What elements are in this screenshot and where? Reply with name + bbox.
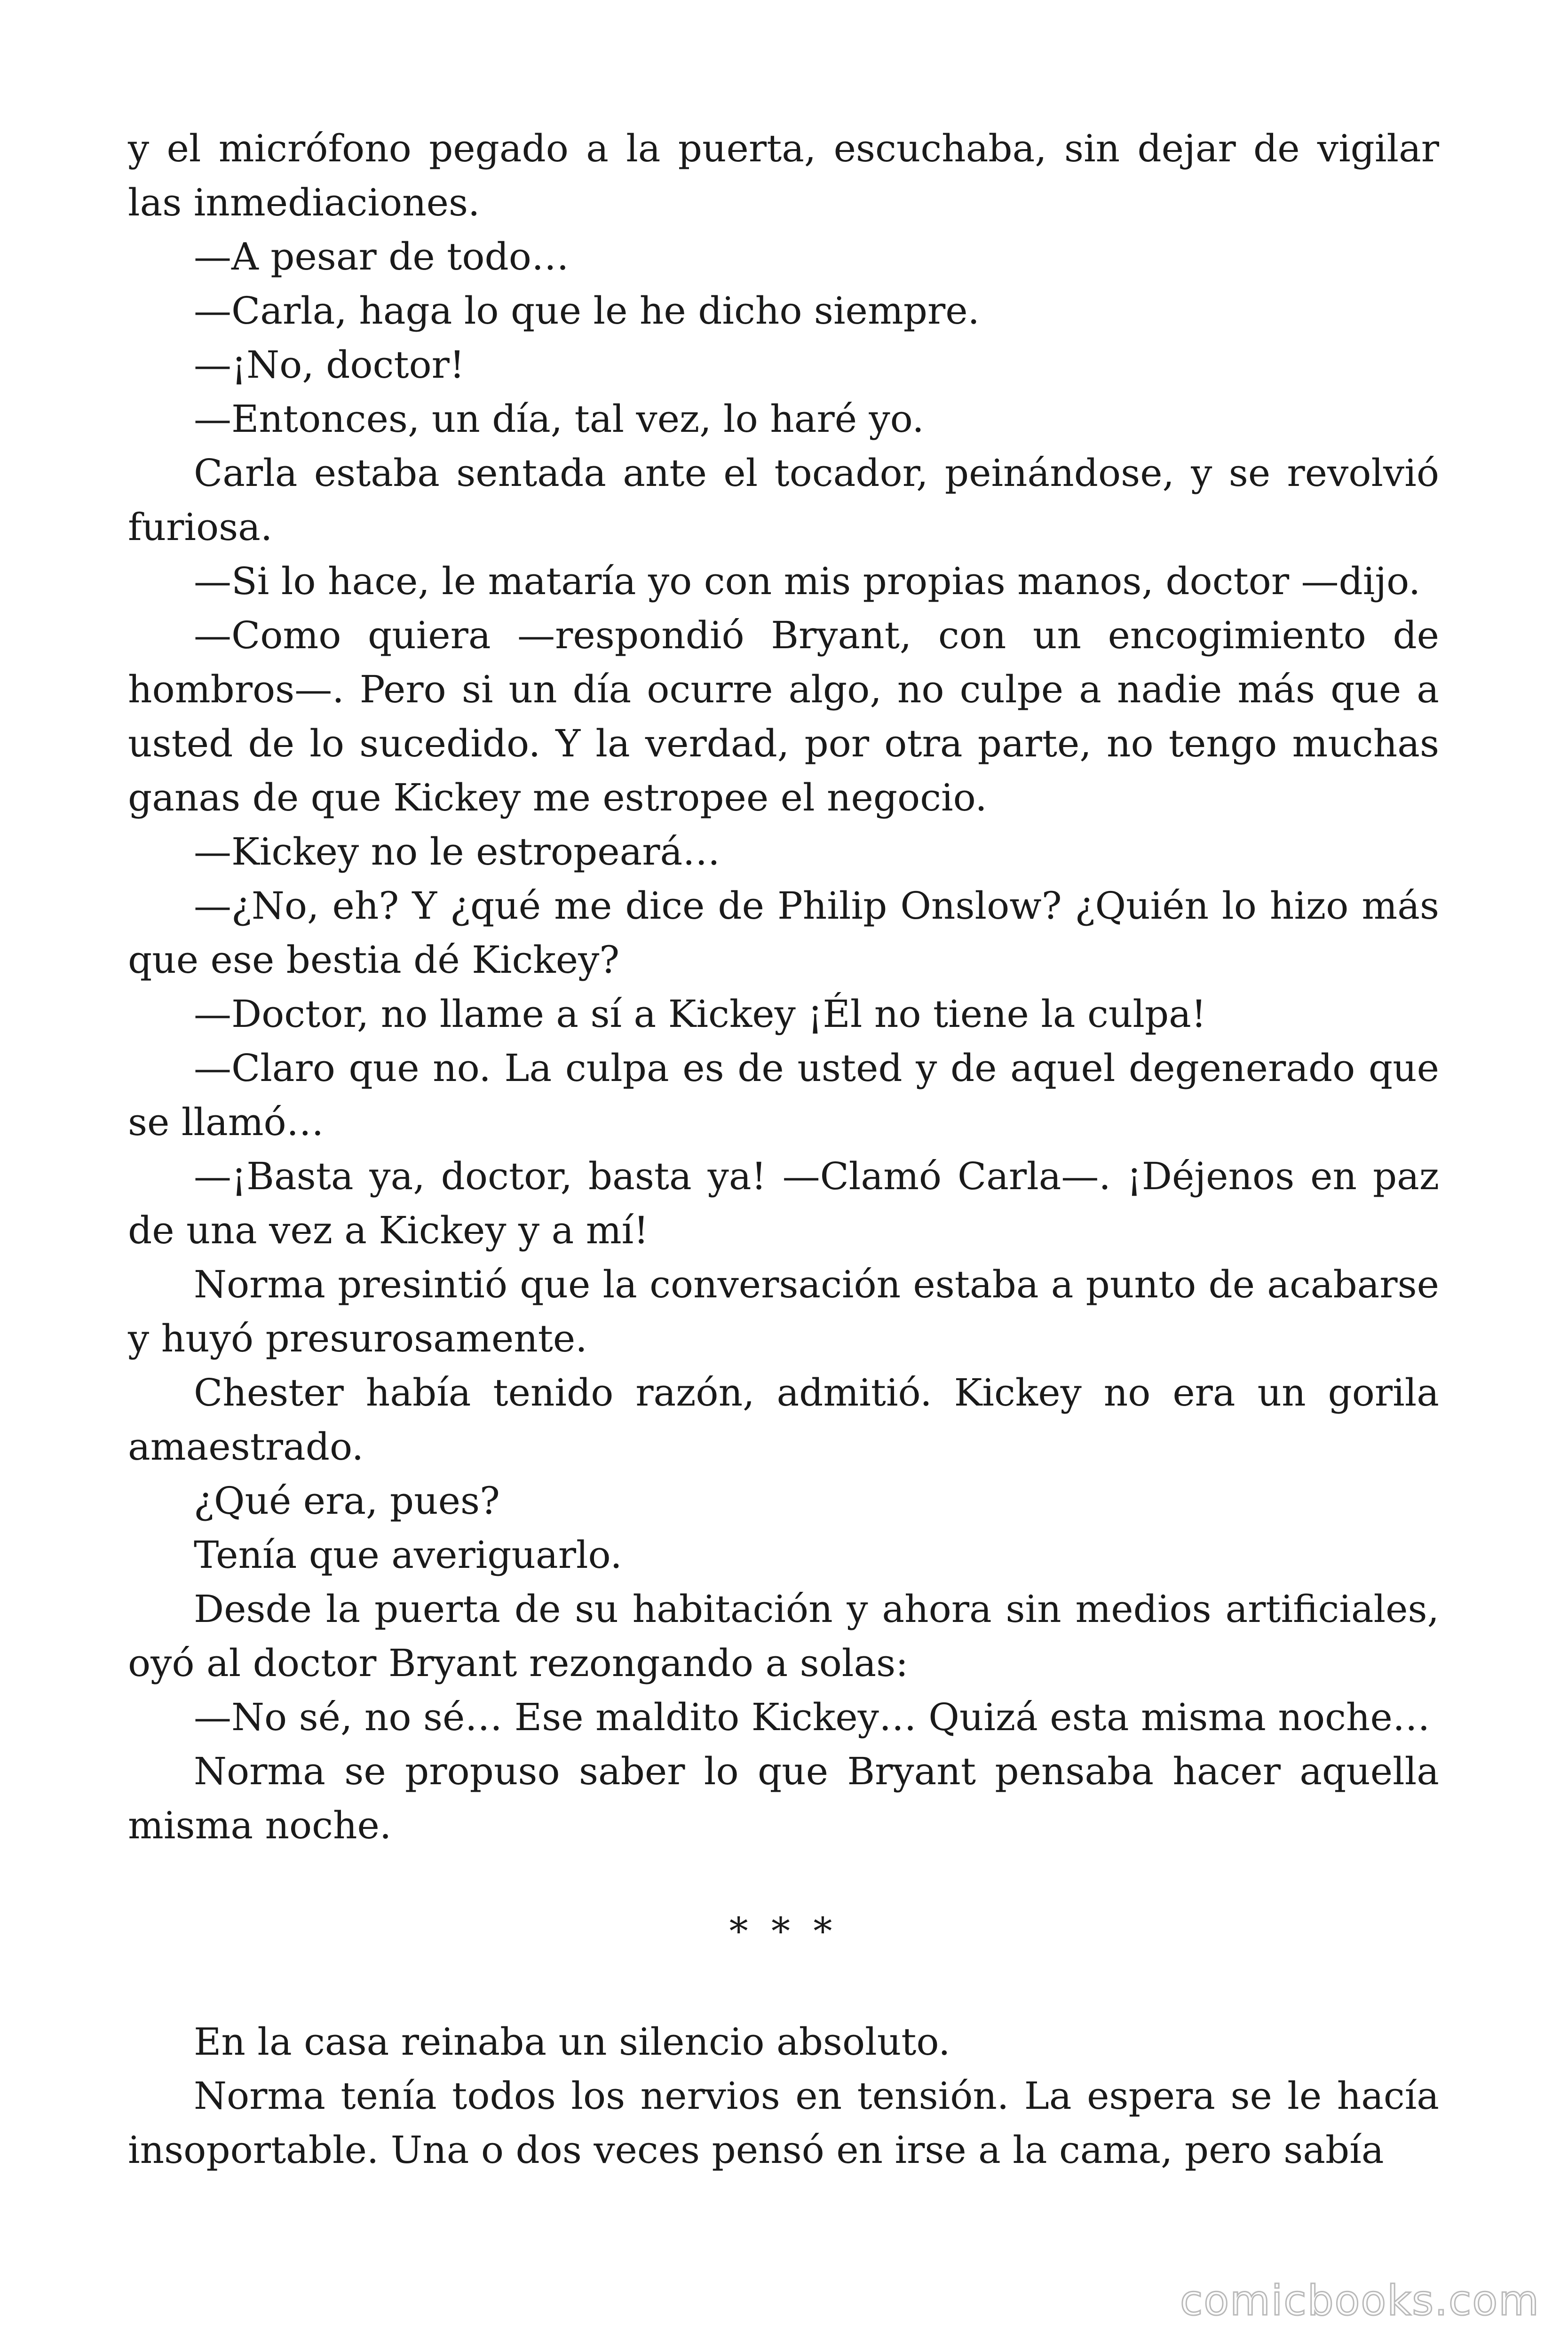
paragraph: Norma presintió que la conversación estaba a punto de acabarse y huyó presurosamente. <box>128 1263 1439 1360</box>
paragraph: —Como quiera —respondió Bryant, con un encogimiento de hombros—. Pero si un día ocurre algo, no culpe a nadie más que a usted de lo sucedido. Y la verdad, por otra parte, no tengo muchas ganas de que Kickey me estropee el negocio. <box>128 613 1439 819</box>
paragraph: —¡Basta ya, doctor, basta ya! —Clamó Carla—. ¡Déjenos en paz de una vez a Kickey y a mí! <box>128 1154 1439 1252</box>
paragraph: ¿Qué era, pues? <box>194 1479 500 1523</box>
paragraph: —¿No, eh? Y ¿qué me dice de Philip Onslow? ¿Quién lo hizo más que ese bestia dé Kickey? <box>128 884 1439 982</box>
paragraph: —Carla, haga lo que le he dicho siempre. <box>194 289 980 333</box>
section-separator: * * * <box>729 1909 838 1953</box>
paragraph: Desde la puerta de su habitación y ahora sin medios artificiales, oyó al doctor Bryant rezongando a solas: <box>128 1587 1439 1685</box>
paragraph: y el micrófono pegado a la puerta, escuchaba, sin dejar de vigilar las inmediaciones. <box>128 127 1439 224</box>
paragraph: En la casa reinaba un silencio absoluto. <box>194 2020 950 2064</box>
paragraph: —No sé, no sé… Ese maldito Kickey… Quizá esta misma noche… <box>194 1695 1430 1739</box>
paragraph: Norma se propuso saber lo que Bryant pensaba hacer aquella misma noche. <box>128 1749 1439 1847</box>
paragraph: Tenía que averiguarlo. <box>194 1533 622 1577</box>
paragraph: —Entonces, un día, tal vez, lo haré yo. <box>194 397 924 441</box>
paragraph: —Doctor, no llame a sí a Kickey ¡Él no tiene la culpa! <box>194 992 1207 1036</box>
paragraph: Norma tenía todos los nervios en tensión. La espera se le hacía insoportable. Una o dos veces pensó en irse a la cama, pero sabía <box>128 2074 1439 2172</box>
paragraph: Chester había tenido razón, admitió. Kickey no era un gorila amaestrado. <box>128 1371 1439 1469</box>
watermark: comicbooks.com <box>1180 2276 1540 2325</box>
page-text <box>128 121 1439 2177</box>
paragraph: —Claro que no. La culpa es de usted y de aquel degenerado que se llamó… <box>128 1046 1439 1144</box>
paragraph: —Kickey no le estropeará… <box>194 830 721 874</box>
paragraph: —Si lo hace, le mataría yo con mis propias manos, doctor —dijo. <box>194 559 1421 603</box>
paragraph: —A pesar de todo… <box>194 235 569 278</box>
paragraph: —¡No, doctor! <box>194 343 465 387</box>
paragraph: Carla estaba sentada ante el tocador, peinándose, y se revolvió furiosa. <box>128 451 1439 549</box>
